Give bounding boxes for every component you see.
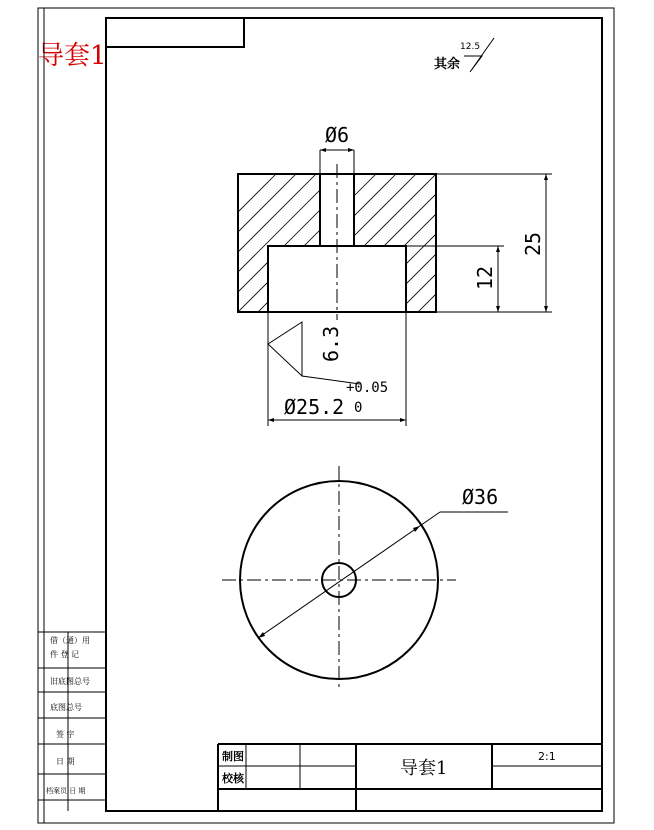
dim-height-counterbore: 12 <box>473 265 497 290</box>
roughness-other-symbol <box>434 38 494 72</box>
dim-outer-dia: Ø36 <box>462 485 499 509</box>
strip-row-3: 旧底图总号 <box>50 677 90 686</box>
strip-row-4: 底图总号 <box>50 703 82 712</box>
roughness-other-value: 12.5 <box>460 42 481 52</box>
dim-bore-tol-upper: +0.05 <box>346 380 389 396</box>
strip-row-1: 借（通）用 <box>50 636 90 645</box>
code-box <box>106 18 244 47</box>
strip-row-6: 日 期 <box>56 757 75 766</box>
roughness-bore-symbol <box>268 322 360 384</box>
section-view <box>120 123 570 426</box>
left-strip <box>38 8 106 823</box>
dim-roughness-bore: 6.3 <box>319 325 343 362</box>
tb-part-name: 导套1 <box>400 758 448 779</box>
title-block <box>218 744 602 811</box>
tb-scale: 2:1 <box>538 750 556 763</box>
strip-row-7: 档案员 日 期 <box>46 787 86 795</box>
dim-hole-dia: Ø6 <box>325 123 350 147</box>
plan-view <box>222 466 508 690</box>
dim-bore-dia: Ø25.2 <box>284 395 345 419</box>
tb-checked-label: 校核 <box>222 772 244 785</box>
dim-height-total: 25 <box>521 231 545 256</box>
red-title: 导套1 <box>38 41 107 71</box>
tb-drawn-label: 制图 <box>222 750 244 763</box>
dim-bore-tol-lower: 0 <box>354 400 363 416</box>
roughness-other-label: 其余 <box>434 57 461 72</box>
strip-row-2: 件 登 记 <box>50 650 80 659</box>
strip-row-5: 签 字 <box>56 730 75 739</box>
